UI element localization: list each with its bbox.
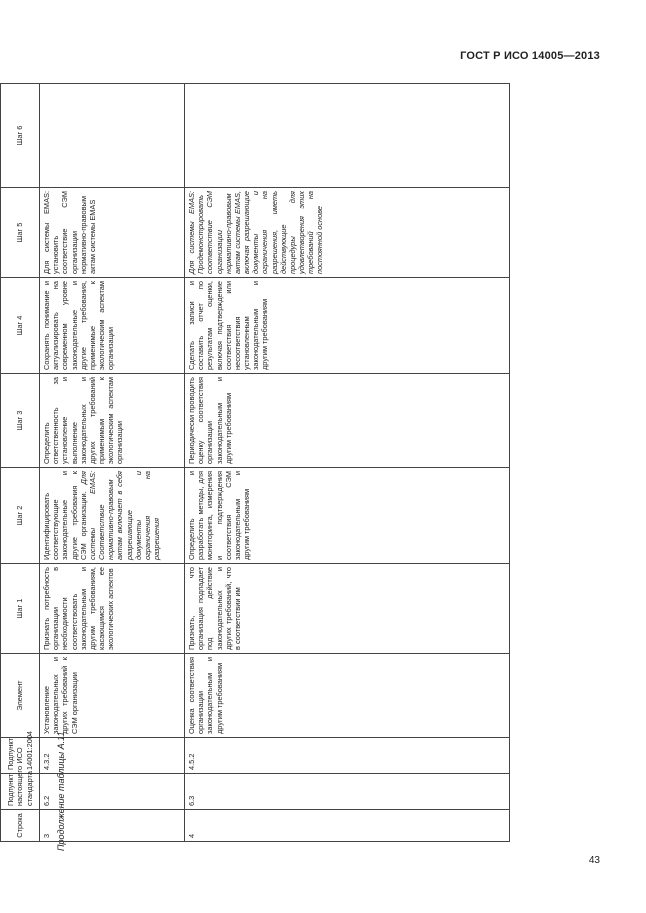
header-row: Строка xyxy=(1,810,40,842)
cell-step-2 xyxy=(40,468,185,564)
header-clause: Подпункт настоящего стандарта xyxy=(1,774,40,810)
header-element: Элемент xyxy=(1,654,40,738)
header-step-1: Шаг 1 xyxy=(1,564,40,654)
step-2-emas-note: Для системы EMAS: Соответствие нормативно-правовым актам включает в себя разрешающие документы и ограничения на разрешения xyxy=(78,471,162,560)
header-step-3: Шаг 3 xyxy=(1,374,40,468)
cell-step-1: Признать, что организация подпадает под действие законодательных и других требований, что в соответствии им xyxy=(185,564,510,654)
cell-element: Оценка соответствия организации законодательным и другим требованиям xyxy=(185,654,510,738)
requirements-table xyxy=(0,83,510,842)
header-iso-clause: Подпункт ИСО 14001:2004 xyxy=(1,738,40,774)
header-step-2: Шаг 2 xyxy=(1,468,40,564)
cell-step-3: Периодически проводить оценку соответствия организации законодательным и другим требованиям xyxy=(185,374,510,468)
table-row xyxy=(185,84,510,842)
cell-step-1: Признать потребность организации в необходимости соответствовать законодательным и другим требованиям, касающимся ее экологических аспектов xyxy=(40,564,185,654)
header-step-4: Шаг 4 xyxy=(1,278,40,374)
table-caption: Продолжение таблицы А.11 xyxy=(56,731,66,851)
cell-iso-clause: 4.5.2 xyxy=(185,738,510,774)
cell-iso-clause: 4.3.2 xyxy=(40,738,185,774)
cell-row-number: 3 xyxy=(40,810,185,842)
cell-clause: 6.3 xyxy=(185,774,510,810)
standard-header: ГОСТ Р ИСО 14005—2013 xyxy=(460,50,600,62)
rotated-table-container xyxy=(0,84,514,842)
cell-step-4: Сделать записи и составить отчет по результатам оценки, включая подтверждение соответствия или несоответствия установленным законодательным и другим требованиям xyxy=(185,278,510,374)
cell-step-3: Определить ответственность за установление и выполнение законодательных и других требований применимым к экологическим аспектам организации xyxy=(40,374,185,468)
cell-clause: 6.2 xyxy=(40,774,185,810)
cell-step-6 xyxy=(40,84,185,188)
cell-step-4: Сохранять понимание и актуализировать на современном уровне законодательные и другие требования, применимые к экологическим аспектам организации xyxy=(40,278,185,374)
header-step-5: Шаг 5 xyxy=(1,188,40,278)
page-number: 43 xyxy=(588,855,600,866)
table-header-row xyxy=(1,84,40,842)
cell-element: Установление законодательных и других требований к СЭМ организации xyxy=(40,654,185,738)
cell-step-5: Для системы EMAS: Продемонстрировать соответствие СЭМ организации нормативно-правовым актам системы EMAS, включая разрешающие документы и ограничения на разрешения, иметь действующие процедуры для удовлетворения этих требований на постоянной основе xyxy=(185,188,510,278)
cell-row-number: 4 xyxy=(185,810,510,842)
cell-step-5: Для системы EMAS: установить соответствие СЭМ организации нормативно-правовым актам системы EMAS xyxy=(40,188,185,278)
table-row xyxy=(40,84,185,842)
step-2-text: Идентифицировать соответствующие законодательные и другие требования к СЭМ организации. xyxy=(42,471,88,560)
header-step-6: Шаг 6 xyxy=(1,84,40,188)
cell-step-6 xyxy=(185,84,510,188)
cell-step-2: Определить и разработать методы, для мониторинга, измерения и подтверждения соответствия СЭМ законодательным и другим требованиям xyxy=(185,468,510,564)
